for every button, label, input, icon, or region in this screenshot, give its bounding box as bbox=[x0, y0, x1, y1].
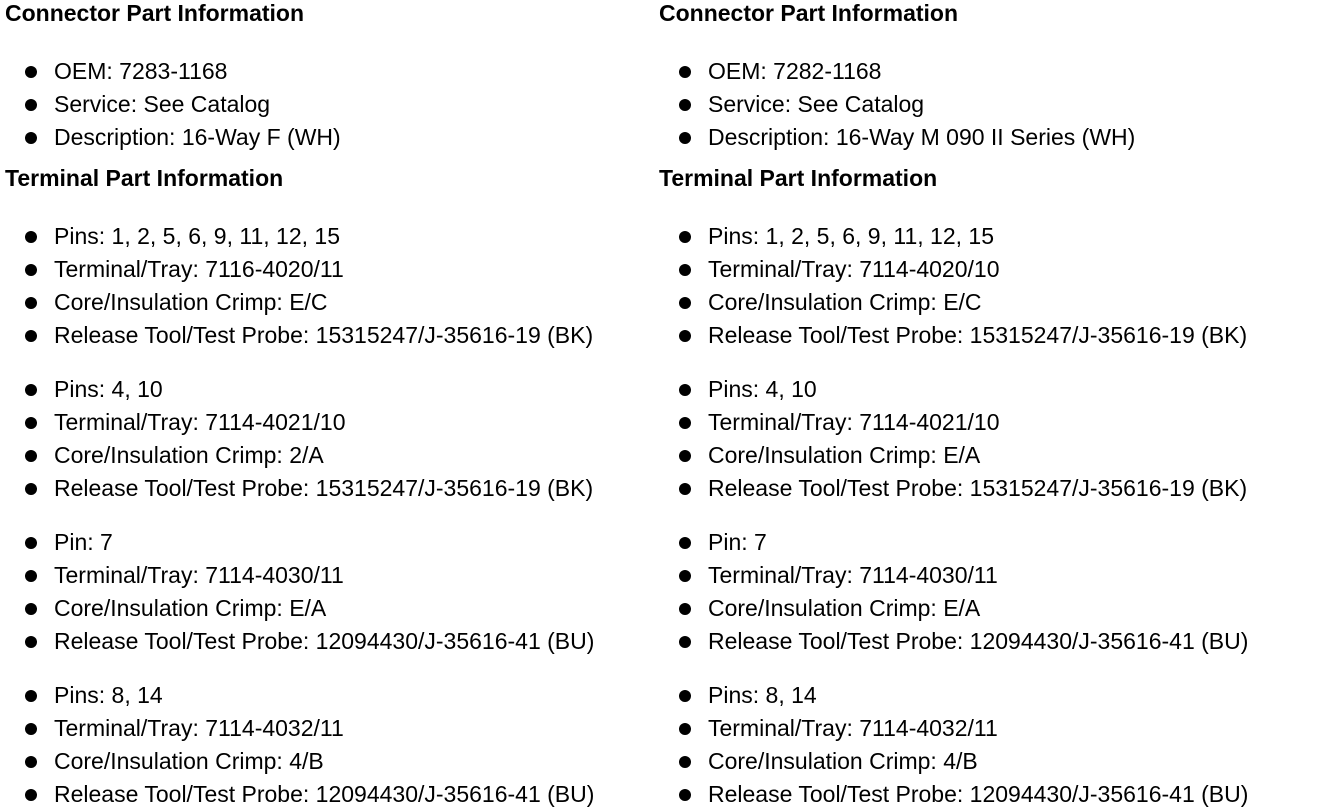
terminal-group bbox=[5, 373, 665, 505]
terminal-pins: Pins: 8, 14 bbox=[659, 679, 1319, 712]
bullet-icon bbox=[679, 789, 691, 801]
bullet-icon bbox=[25, 384, 37, 396]
bullet-icon bbox=[679, 264, 691, 276]
terminal-heading: Terminal Part Information bbox=[659, 165, 938, 191]
terminal-tray: Terminal/Tray: 7114-4020/10 bbox=[659, 253, 1319, 286]
terminal-group bbox=[5, 679, 665, 811]
connector-list bbox=[5, 55, 665, 154]
terminal-group bbox=[5, 526, 665, 658]
bullet-icon bbox=[25, 132, 37, 144]
terminal-group bbox=[5, 220, 665, 352]
bullet-icon bbox=[679, 132, 691, 144]
left-column bbox=[5, 0, 665, 811]
terminal-crimp: Core/Insulation Crimp: E/A bbox=[5, 592, 665, 625]
terminal-group bbox=[659, 373, 1319, 505]
connector-heading: Connector Part Information bbox=[5, 0, 305, 26]
bullet-icon bbox=[679, 66, 691, 78]
terminal-release-tool: Release Tool/Test Probe: 12094430/J-35616-41 (BU) bbox=[659, 778, 1319, 811]
terminal-tray: Terminal/Tray: 7114-4032/11 bbox=[5, 712, 665, 745]
bullet-icon bbox=[25, 756, 37, 768]
terminal-release-tool: Release Tool/Test Probe: 12094430/J-35616-41 (BU) bbox=[659, 625, 1319, 658]
bullet-icon bbox=[679, 690, 691, 702]
terminal-crimp: Core/Insulation Crimp: 2/A bbox=[5, 439, 665, 472]
bullet-icon bbox=[679, 417, 691, 429]
terminal-pins: Pins: 8, 14 bbox=[5, 679, 665, 712]
terminal-crimp: Core/Insulation Crimp: E/C bbox=[659, 286, 1319, 319]
bullet-icon bbox=[25, 297, 37, 309]
terminal-group bbox=[659, 526, 1319, 658]
bullet-icon bbox=[25, 264, 37, 276]
bullet-icon bbox=[679, 756, 691, 768]
connector-oem: OEM: 7282-1168 bbox=[659, 55, 1319, 88]
bullet-icon bbox=[25, 789, 37, 801]
bullet-icon bbox=[25, 66, 37, 78]
terminal-group bbox=[659, 220, 1319, 352]
bullet-icon bbox=[679, 570, 691, 582]
connector-service: Service: See Catalog bbox=[659, 88, 1319, 121]
bullet-icon bbox=[679, 330, 691, 342]
terminal-heading: Terminal Part Information bbox=[5, 165, 284, 191]
connector-list bbox=[659, 55, 1319, 154]
terminal-crimp: Core/Insulation Crimp: 4/B bbox=[659, 745, 1319, 778]
terminal-release-tool: Release Tool/Test Probe: 15315247/J-35616-19 (BK) bbox=[5, 319, 665, 352]
terminal-group bbox=[659, 679, 1319, 811]
terminal-pins: Pin: 7 bbox=[659, 526, 1319, 559]
bullet-icon bbox=[25, 537, 37, 549]
bullet-icon bbox=[25, 450, 37, 462]
bullet-icon bbox=[679, 384, 691, 396]
bullet-icon bbox=[25, 636, 37, 648]
terminal-pins: Pins: 1, 2, 5, 6, 9, 11, 12, 15 bbox=[5, 220, 665, 253]
bullet-icon bbox=[25, 603, 37, 615]
bullet-icon bbox=[679, 450, 691, 462]
bullet-icon bbox=[25, 330, 37, 342]
bullet-icon bbox=[25, 417, 37, 429]
bullet-icon bbox=[679, 603, 691, 615]
terminal-tray: Terminal/Tray: 7114-4030/11 bbox=[659, 559, 1319, 592]
bullet-icon bbox=[25, 690, 37, 702]
terminal-release-tool: Release Tool/Test Probe: 12094430/J-35616-41 (BU) bbox=[5, 778, 665, 811]
bullet-icon bbox=[679, 483, 691, 495]
terminal-tray: Terminal/Tray: 7114-4030/11 bbox=[5, 559, 665, 592]
connector-oem: OEM: 7283-1168 bbox=[5, 55, 665, 88]
terminal-pins: Pins: 4, 10 bbox=[5, 373, 665, 406]
terminal-release-tool: Release Tool/Test Probe: 12094430/J-35616-41 (BU) bbox=[5, 625, 665, 658]
bullet-icon bbox=[679, 231, 691, 243]
terminal-tray: Terminal/Tray: 7114-4021/10 bbox=[5, 406, 665, 439]
bullet-icon bbox=[25, 723, 37, 735]
bullet-icon bbox=[25, 570, 37, 582]
terminal-tray: Terminal/Tray: 7116-4020/11 bbox=[5, 253, 665, 286]
connector-service: Service: See Catalog bbox=[5, 88, 665, 121]
bullet-icon bbox=[25, 483, 37, 495]
bullet-icon bbox=[679, 636, 691, 648]
terminal-crimp: Core/Insulation Crimp: E/A bbox=[659, 592, 1319, 625]
terminal-release-tool: Release Tool/Test Probe: 15315247/J-35616-19 (BK) bbox=[5, 472, 665, 505]
terminal-release-tool: Release Tool/Test Probe: 15315247/J-35616-19 (BK) bbox=[659, 472, 1319, 505]
right-column bbox=[659, 0, 1319, 811]
terminal-crimp: Core/Insulation Crimp: E/A bbox=[659, 439, 1319, 472]
terminal-pins: Pins: 1, 2, 5, 6, 9, 11, 12, 15 bbox=[659, 220, 1319, 253]
connector-heading: Connector Part Information bbox=[659, 0, 959, 26]
terminal-release-tool: Release Tool/Test Probe: 15315247/J-35616-19 (BK) bbox=[659, 319, 1319, 352]
bullet-icon bbox=[679, 99, 691, 111]
terminal-pins: Pins: 4, 10 bbox=[659, 373, 1319, 406]
connector-description: Description: 16-Way M 090 II Series (WH) bbox=[659, 121, 1319, 154]
bullet-icon bbox=[25, 99, 37, 111]
terminal-pins: Pin: 7 bbox=[5, 526, 665, 559]
bullet-icon bbox=[679, 537, 691, 549]
bullet-icon bbox=[25, 231, 37, 243]
terminal-tray: Terminal/Tray: 7114-4032/11 bbox=[659, 712, 1319, 745]
terminal-crimp: Core/Insulation Crimp: E/C bbox=[5, 286, 665, 319]
bullet-icon bbox=[679, 723, 691, 735]
terminal-tray: Terminal/Tray: 7114-4021/10 bbox=[659, 406, 1319, 439]
bullet-icon bbox=[679, 297, 691, 309]
connector-description: Description: 16-Way F (WH) bbox=[5, 121, 665, 154]
terminal-crimp: Core/Insulation Crimp: 4/B bbox=[5, 745, 665, 778]
